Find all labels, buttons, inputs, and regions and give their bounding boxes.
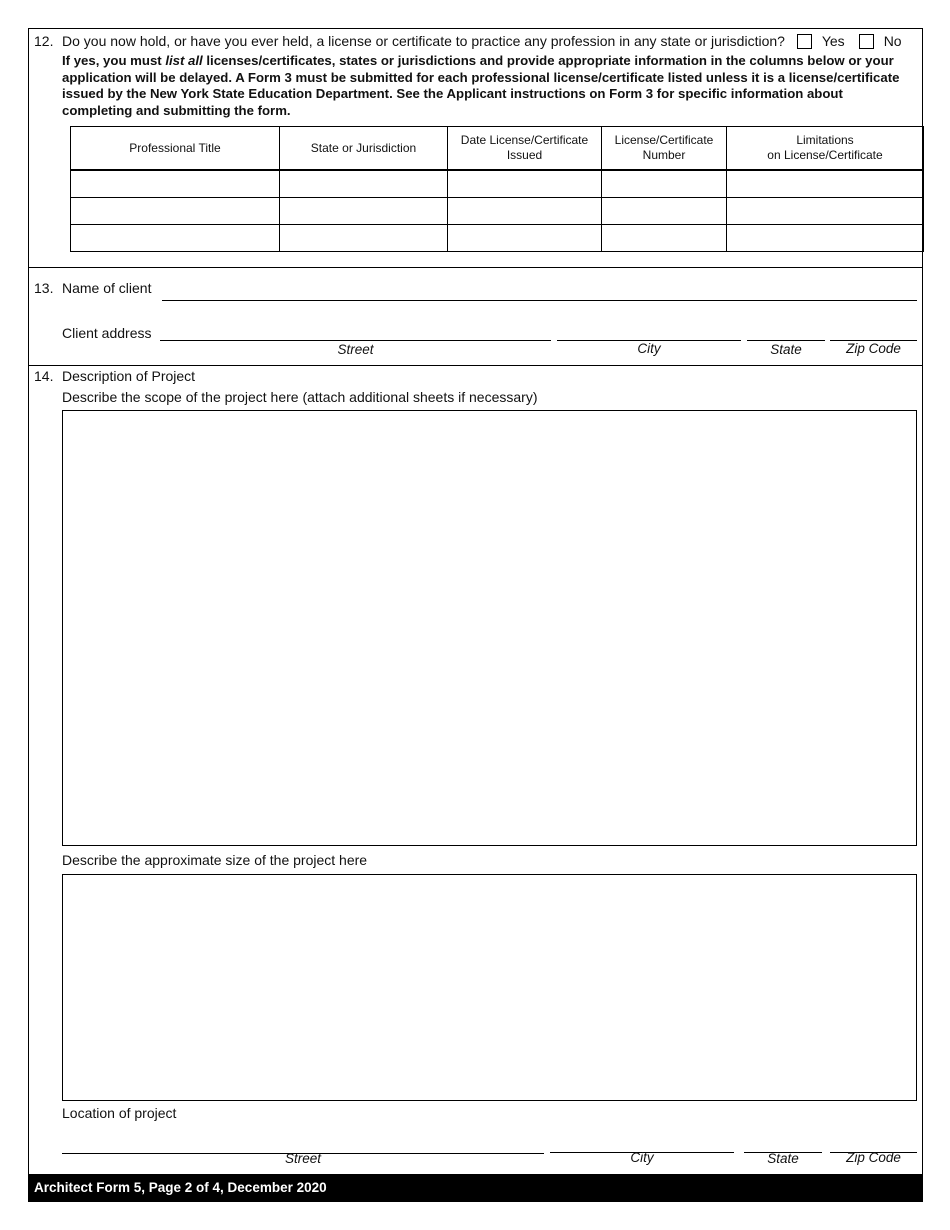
yes-label: Yes bbox=[821, 33, 845, 49]
project-size-textarea[interactable] bbox=[62, 874, 917, 1101]
col-date-issued: Date License/Certificate Issued bbox=[448, 127, 602, 171]
table-cell[interactable] bbox=[71, 170, 280, 198]
instructions-post: licenses/certificates, states or jurisdictions and provide appropriate information in the columns below or your application will be delayed. A Form 3 must be submitted for each professional license/certificate listed unless it is a license/certificate issued by the New York State Education Department. See the Applicant instructions on Form 3 for specific information about completing and submitting the form. bbox=[62, 53, 900, 118]
section-12-licenses bbox=[29, 29, 922, 268]
project-scope-label: Describe the scope of the project here (attach additional sheets if necessary) bbox=[62, 389, 538, 405]
section-12-question: Do you now hold, or have you ever held, a license or certificate to practice any profession in any state or jurisdiction? bbox=[62, 33, 785, 49]
table-row bbox=[71, 170, 924, 198]
no-checkbox[interactable] bbox=[859, 34, 874, 49]
col-professional-title: Professional Title bbox=[71, 127, 280, 171]
licenses-table bbox=[70, 126, 924, 252]
section-12-number: 12. bbox=[34, 33, 54, 49]
table-row bbox=[71, 225, 924, 252]
col-license-number: License/Certificate Number bbox=[602, 127, 727, 171]
client-street-field[interactable] bbox=[160, 340, 551, 341]
col-state-jurisdiction: State or Jurisdiction bbox=[280, 127, 448, 171]
table-cell[interactable] bbox=[448, 170, 602, 198]
project-city-caption: City bbox=[630, 1150, 654, 1165]
table-cell[interactable] bbox=[280, 225, 448, 252]
table-row bbox=[71, 198, 924, 225]
table-cell[interactable] bbox=[71, 225, 280, 252]
section-14-project bbox=[29, 365, 922, 1175]
client-street-caption: Street bbox=[337, 342, 374, 357]
section-14-number: 14. bbox=[34, 368, 54, 384]
project-description-title: Description of Project bbox=[62, 368, 196, 384]
client-zip-caption: Zip Code bbox=[846, 341, 901, 356]
instructions-emphasis: list all bbox=[165, 53, 203, 68]
section-13-number: 13. bbox=[34, 280, 54, 296]
table-cell[interactable] bbox=[280, 198, 448, 225]
table-cell[interactable] bbox=[727, 170, 924, 198]
table-cell[interactable] bbox=[727, 198, 924, 225]
table-cell[interactable] bbox=[727, 225, 924, 252]
project-street-caption: Street bbox=[284, 1151, 322, 1166]
table-cell[interactable] bbox=[602, 198, 727, 225]
project-state-caption: State bbox=[767, 1151, 799, 1166]
table-cell[interactable] bbox=[448, 225, 602, 252]
project-location-label: Location of project bbox=[62, 1105, 177, 1121]
project-zip-caption: Zip Code bbox=[846, 1150, 901, 1165]
instructions-pre: If yes, you must bbox=[62, 53, 166, 68]
no-label: No bbox=[883, 33, 902, 49]
form-footer: Architect Form 5, Page 2 of 4, December 2020 bbox=[29, 1174, 922, 1201]
client-address-label: Client address bbox=[62, 325, 152, 341]
client-city-caption: City bbox=[637, 341, 661, 356]
table-cell[interactable] bbox=[602, 225, 727, 252]
table-cell[interactable] bbox=[71, 198, 280, 225]
col-limitations: Limitations on License/Certificate bbox=[727, 127, 924, 171]
table-cell[interactable] bbox=[448, 198, 602, 225]
client-state-caption: State bbox=[770, 342, 802, 357]
client-name-label: Name of client bbox=[62, 280, 152, 296]
project-scope-textarea[interactable] bbox=[62, 410, 917, 846]
client-name-field[interactable] bbox=[162, 300, 917, 301]
section-12-question-line bbox=[62, 33, 916, 49]
licenses-table-header bbox=[71, 127, 924, 171]
table-cell[interactable] bbox=[280, 170, 448, 198]
client-state-field[interactable] bbox=[747, 340, 825, 341]
architect-form-page bbox=[28, 28, 923, 1202]
section-13-client bbox=[29, 267, 922, 366]
table-cell[interactable] bbox=[602, 170, 727, 198]
yes-checkbox[interactable] bbox=[797, 34, 812, 49]
project-size-label: Describe the approximate size of the project here bbox=[62, 852, 368, 868]
section-12-instructions bbox=[62, 53, 912, 119]
